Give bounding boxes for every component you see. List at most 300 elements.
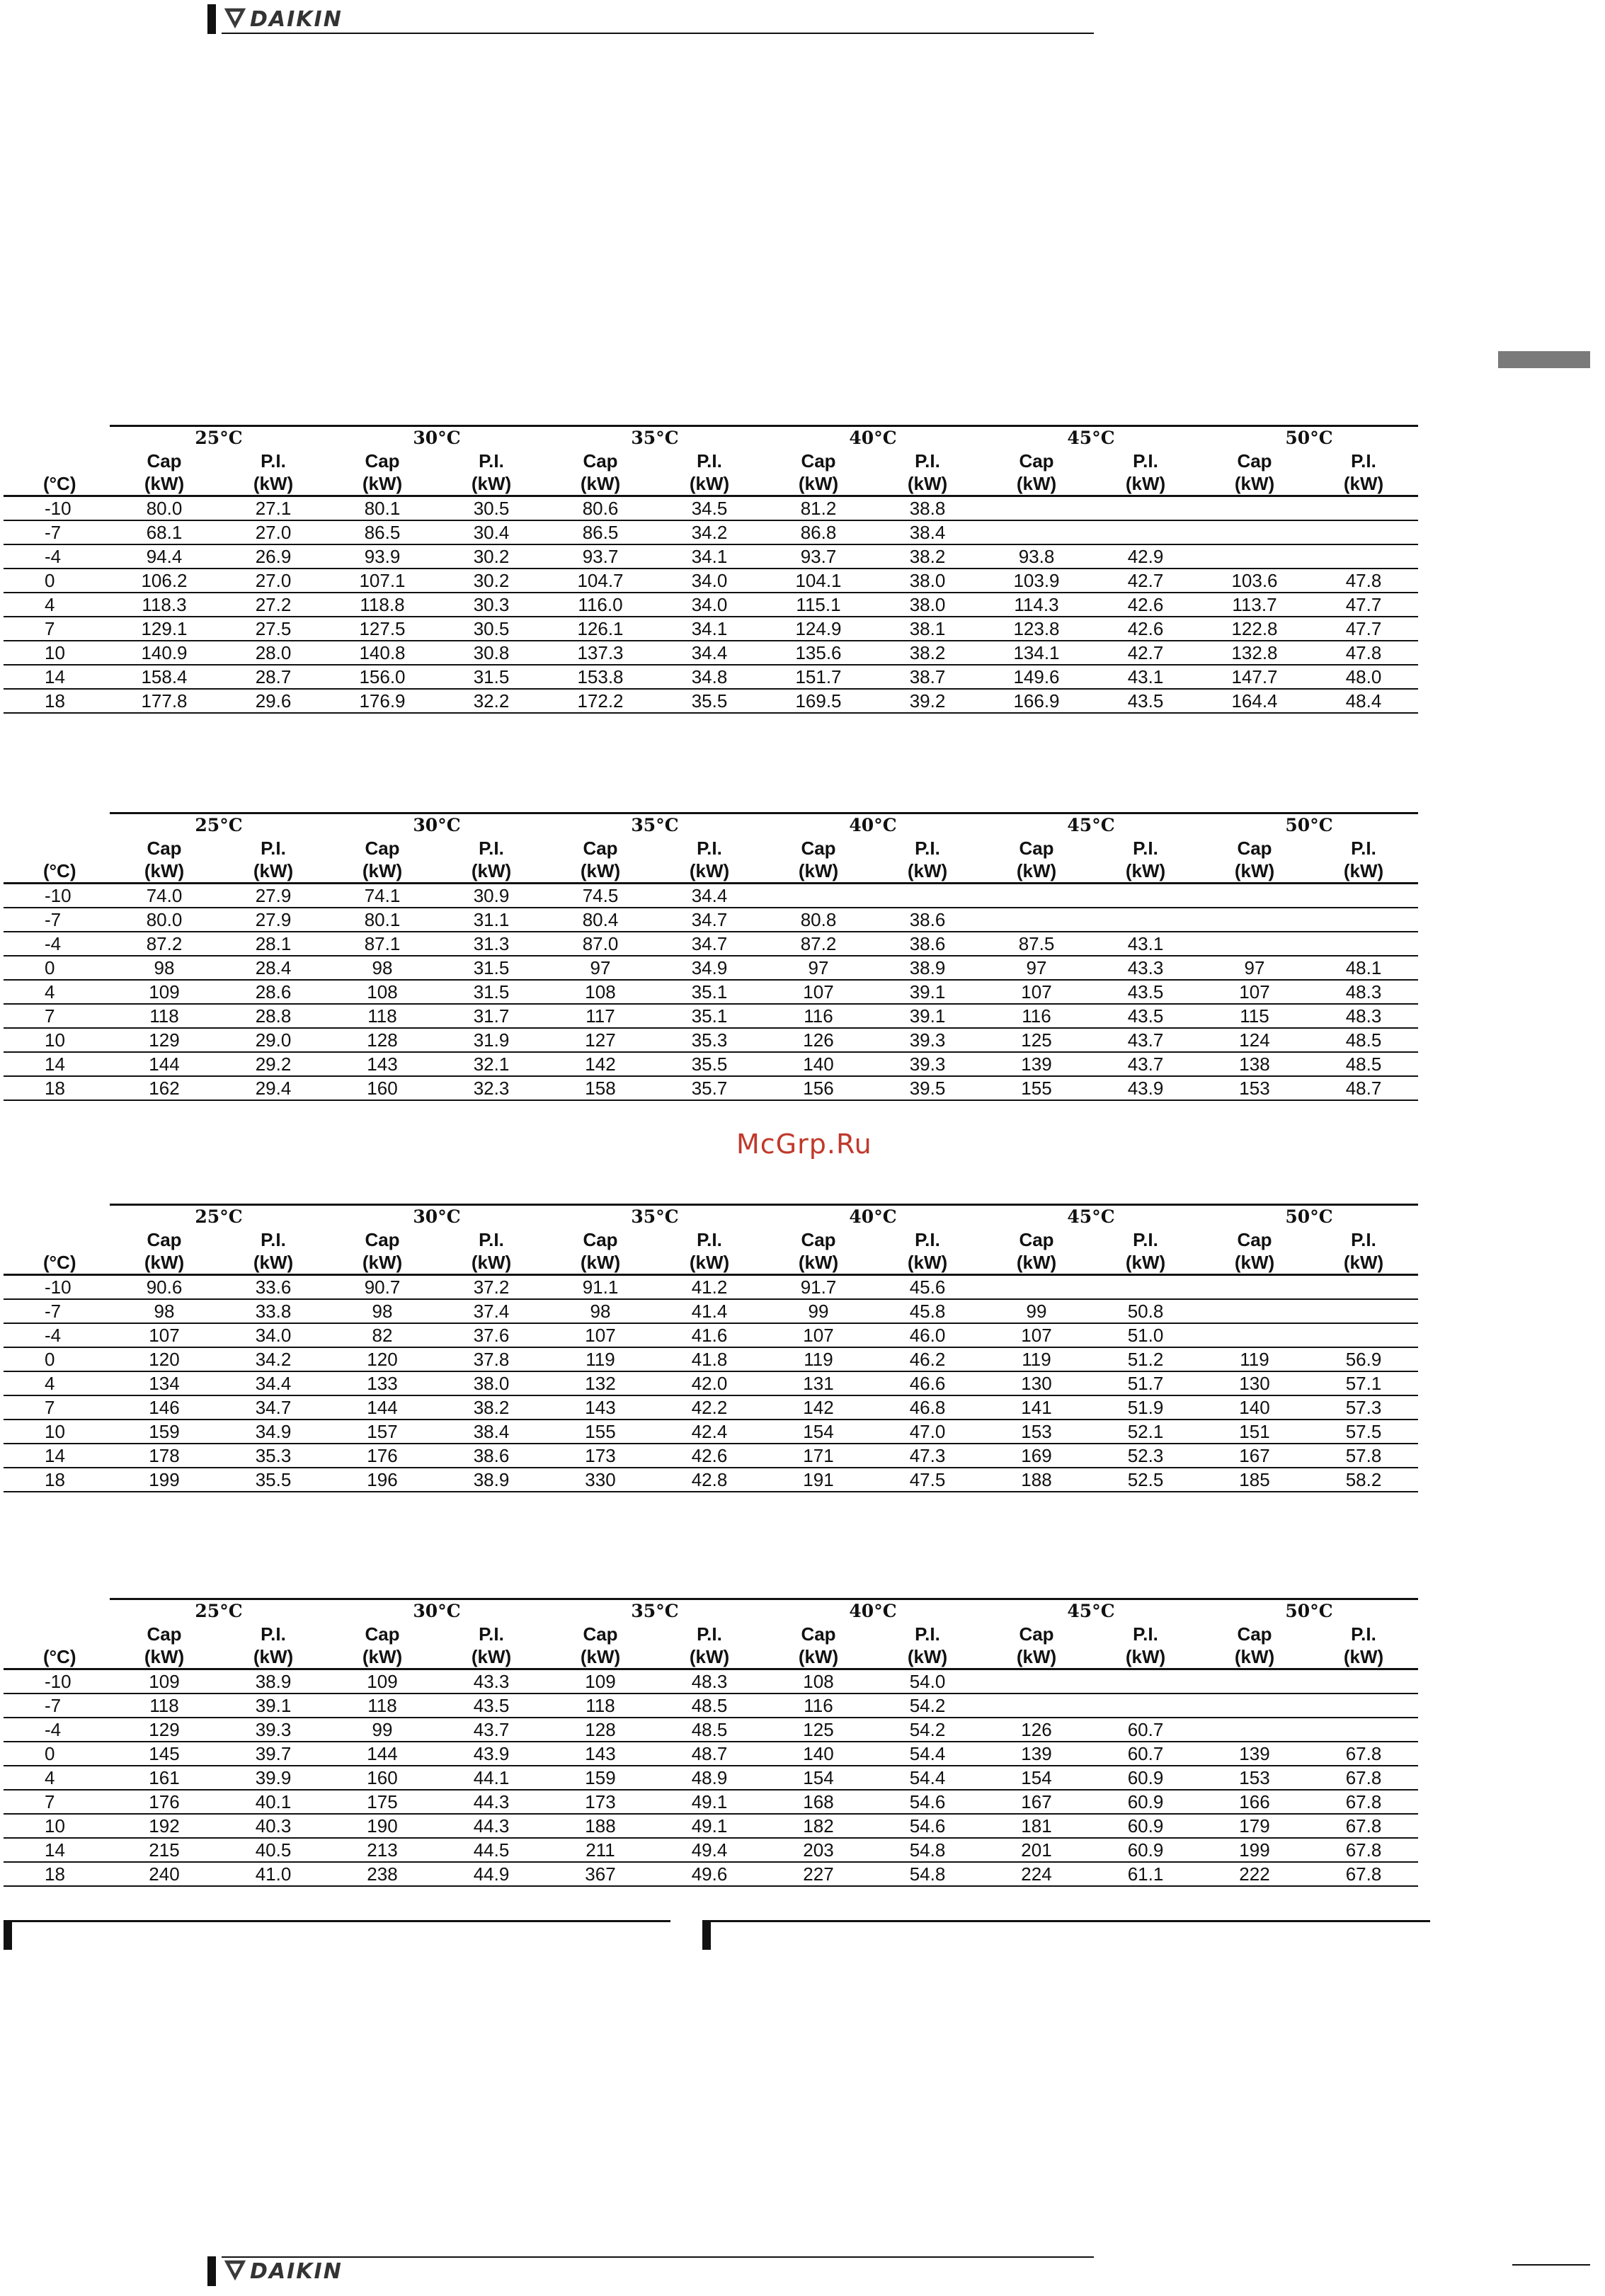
data-cell: 51.0 [1091,1323,1200,1347]
data-cell [1200,908,1309,932]
data-cell: 35.5 [219,1468,328,1492]
pi-header: P.I. [261,838,286,859]
cap-header: Cap [365,1229,400,1250]
footer-line-left [12,1920,670,1922]
temp-header: 35°C [546,1205,764,1229]
data-cell: 40.3 [219,1814,328,1838]
performance-table-4 [4,1598,1418,1887]
brand-name: DAIKIN [250,6,343,32]
pi-header: P.I. [479,838,504,859]
table-row [4,665,1418,689]
data-cell: 153 [982,1420,1091,1444]
data-cell: 80.4 [546,908,655,932]
data-cell: 44.3 [437,1814,546,1838]
table-row [4,544,1418,569]
data-cell: 27.9 [219,884,328,908]
pi-header: P.I. [697,838,722,859]
cap-header: Cap [147,1623,182,1645]
data-cell: 43.1 [1091,665,1200,689]
row-label: -7 [4,520,110,544]
data-cell: 57.3 [1309,1395,1418,1420]
brand-bar [207,4,216,34]
data-cell: 118 [328,1694,437,1718]
data-cell: 109 [546,1669,655,1694]
data-cell: 42.7 [1091,641,1200,665]
data-cell [1309,932,1418,956]
temp-header: 25°C [110,426,328,450]
row-label: 0 [4,1347,110,1371]
data-cell: 42.7 [1091,569,1200,593]
data-cell: 179 [1200,1814,1309,1838]
data-cell: 166.9 [982,689,1091,713]
data-cell: 168 [764,1790,873,1814]
data-cell: 40.5 [219,1838,328,1862]
row-label: -10 [4,884,110,908]
data-cell: 49.6 [655,1862,764,1886]
data-cell: 42.6 [1091,617,1200,641]
data-cell: 48.5 [1309,1052,1418,1076]
data-cell: 34.2 [655,520,764,544]
daikin-triangle-icon [222,6,249,33]
pi-header: P.I. [261,450,286,472]
data-cell: 30.3 [437,593,546,617]
table-row [4,1323,1418,1347]
data-cell: 125 [764,1718,873,1742]
data-cell: 43.5 [1091,1004,1200,1028]
unit-header: (kW) [764,859,873,884]
table-row [4,980,1418,1004]
data-cell: 44.9 [437,1862,546,1886]
data-cell: 43.3 [1091,956,1200,980]
data-cell: 119 [1200,1347,1309,1371]
data-cell: 43.5 [437,1694,546,1718]
data-cell: 153 [1200,1076,1309,1100]
data-cell: 43.5 [1091,980,1200,1004]
data-cell: 160 [328,1766,437,1790]
row-label: 14 [4,1838,110,1862]
data-cell: 32.2 [437,689,546,713]
data-cell: 159 [110,1420,219,1444]
table-row [4,1052,1418,1076]
unit-header: (kW) [110,859,219,884]
data-cell: 39.2 [873,689,982,713]
data-cell: 145 [110,1742,219,1766]
data-cell: 39.3 [219,1718,328,1742]
pi-header: P.I. [1133,838,1158,859]
data-cell: 153.8 [546,665,655,689]
row-label: 7 [4,617,110,641]
data-cell: 119 [764,1347,873,1371]
cap-header: Cap [147,838,182,859]
data-cell: 132 [546,1371,655,1395]
data-cell: 49.4 [655,1838,764,1862]
data-cell: 42.6 [1091,593,1200,617]
data-cell: 90.7 [328,1275,437,1300]
data-cell: 67.8 [1309,1814,1418,1838]
data-cell: 48.4 [1309,689,1418,713]
temp-header: 40°C [764,1599,982,1623]
data-cell: 48.5 [1309,1028,1418,1052]
pi-header: P.I. [1351,450,1376,472]
performance-table-3 [4,1204,1418,1492]
data-cell: 54.6 [873,1814,982,1838]
unit-header: (kW) [1309,1251,1418,1275]
table-row [4,1468,1418,1492]
data-cell: 139 [982,1052,1091,1076]
data-cell: 86.5 [546,520,655,544]
data-cell: 151 [1200,1420,1309,1444]
data-cell: 90.6 [110,1275,219,1300]
cap-header: Cap [801,838,836,859]
pi-header: P.I. [1351,838,1376,859]
data-cell: 126 [982,1718,1091,1742]
row-label: -7 [4,1299,110,1323]
data-cell [764,884,873,908]
data-cell: 144 [328,1395,437,1420]
data-cell [1200,1323,1309,1347]
data-cell: 178 [110,1444,219,1468]
unit-header: (kW) [1200,1251,1309,1275]
table-row [4,1347,1418,1371]
data-cell [1091,1669,1200,1694]
data-cell: 74.0 [110,884,219,908]
data-cell: 86.8 [764,520,873,544]
data-cell: 107 [546,1323,655,1347]
footer-side-rule [1512,2264,1590,2266]
data-cell: 47.3 [873,1444,982,1468]
row-label: -4 [4,544,110,569]
data-cell: 33.6 [219,1275,328,1300]
data-cell: 154 [764,1420,873,1444]
data-cell [1091,1275,1200,1300]
data-cell: 38.0 [873,593,982,617]
data-cell: 30.4 [437,520,546,544]
data-cell: 140 [764,1052,873,1076]
data-cell: 39.9 [219,1766,328,1790]
data-cell: 46.6 [873,1371,982,1395]
table-row [4,1076,1418,1100]
data-cell: 130 [982,1371,1091,1395]
data-cell: 115.1 [764,593,873,617]
unit-header: (kW) [873,472,982,496]
side-tab-marker [1498,351,1590,368]
data-cell: 60.7 [1091,1718,1200,1742]
unit-header: (kW) [764,472,873,496]
data-cell: 93.9 [328,544,437,569]
data-cell: 60.9 [1091,1766,1200,1790]
data-cell: 54.6 [873,1790,982,1814]
data-cell: 157 [328,1420,437,1444]
data-cell: 80.1 [328,496,437,521]
table-row [4,1275,1418,1300]
unit-header: (kW) [982,472,1091,496]
data-cell: 60.7 [1091,1742,1200,1766]
temp-header: 50°C [1200,426,1418,450]
data-cell: 67.8 [1309,1862,1418,1886]
table-row [4,496,1418,521]
data-cell: 80.6 [546,496,655,521]
data-cell [1309,1275,1418,1300]
data-cell: 104.7 [546,569,655,593]
data-cell: 169.5 [764,689,873,713]
row-label: 10 [4,1028,110,1052]
data-cell: 34.1 [655,544,764,569]
corner-cell [4,837,110,859]
data-cell: 176 [328,1444,437,1468]
data-cell [1309,1669,1418,1694]
data-cell: 44.5 [437,1838,546,1862]
data-cell: 126 [764,1028,873,1052]
row-label: 10 [4,1814,110,1838]
data-cell: 199 [110,1468,219,1492]
row-label: 0 [4,956,110,980]
data-cell: 107 [982,980,1091,1004]
data-cell: 27.1 [219,496,328,521]
data-cell: 143 [328,1052,437,1076]
unit-header: (kW) [546,859,655,884]
footer-daikin-logo [222,2258,343,2285]
data-cell: 127.5 [328,617,437,641]
pi-header: P.I. [1351,1229,1376,1250]
unit-header: (kW) [328,859,437,884]
data-cell: 130 [1200,1371,1309,1395]
data-cell: 129 [110,1028,219,1052]
data-cell: 158.4 [110,665,219,689]
data-cell: 28.8 [219,1004,328,1028]
data-cell: 54.2 [873,1718,982,1742]
unit-header: (kW) [219,1645,328,1669]
data-cell: 124 [1200,1028,1309,1052]
temp-header: 35°C [546,1599,764,1623]
data-cell: 154 [982,1766,1091,1790]
data-cell: 99 [982,1299,1091,1323]
row-label: -4 [4,1718,110,1742]
data-cell [1200,884,1309,908]
data-cell [1309,520,1418,544]
data-cell [982,1275,1091,1300]
data-cell: 118.8 [328,593,437,617]
cap-header: Cap [365,1623,400,1645]
row-unit-header: (°C) [4,472,110,496]
corner-cell [4,1228,110,1251]
cap-header: Cap [147,1229,182,1250]
unit-header: (kW) [764,1645,873,1669]
data-cell: 44.3 [437,1790,546,1814]
row-label: -7 [4,1694,110,1718]
unit-header: (kW) [1091,1645,1200,1669]
table-row [4,1742,1418,1766]
data-cell: 48.9 [655,1766,764,1790]
data-cell: 38.2 [437,1395,546,1420]
data-cell: 161 [110,1766,219,1790]
unit-header: (kW) [546,1645,655,1669]
table-row [4,1694,1418,1718]
data-cell: 43.5 [1091,689,1200,713]
row-label: -7 [4,908,110,932]
data-cell: 46.0 [873,1323,982,1347]
unit-header: (kW) [655,1251,764,1275]
data-cell: 37.8 [437,1347,546,1371]
data-cell: 140 [1200,1395,1309,1420]
row-label: 4 [4,1766,110,1790]
corner-cell [4,426,110,450]
data-cell: 109 [328,1669,437,1694]
data-cell: 74.1 [328,884,437,908]
data-cell: 29.0 [219,1028,328,1052]
unit-header: (kW) [437,1251,546,1275]
data-cell: 38.6 [873,932,982,956]
data-cell: 38.9 [873,956,982,980]
table-row [4,689,1418,713]
pi-header: P.I. [1133,450,1158,472]
cap-header: Cap [801,1623,836,1645]
row-label: 0 [4,569,110,593]
data-cell: 147.7 [1200,665,1309,689]
data-cell: 80.0 [110,496,219,521]
data-cell: 116 [982,1004,1091,1028]
data-cell: 38.4 [873,520,982,544]
data-cell: 34.9 [219,1420,328,1444]
data-cell: 46.2 [873,1347,982,1371]
data-cell: 134.1 [982,641,1091,665]
data-cell: 34.4 [219,1371,328,1395]
temp-header: 45°C [982,1599,1200,1623]
data-cell: 133 [328,1371,437,1395]
data-cell: 27.0 [219,569,328,593]
data-cell: 38.4 [437,1420,546,1444]
corner-cell [4,813,110,838]
data-cell: 86.5 [328,520,437,544]
data-cell [1200,520,1309,544]
data-cell: 240 [110,1862,219,1886]
data-cell: 123.8 [982,617,1091,641]
unit-header: (kW) [1091,472,1200,496]
row-label: 14 [4,665,110,689]
data-cell: 34.7 [655,908,764,932]
unit-header: (kW) [437,1645,546,1669]
data-cell: 43.1 [1091,932,1200,956]
data-cell: 87.2 [764,932,873,956]
row-label: 4 [4,980,110,1004]
data-cell: 67.8 [1309,1838,1418,1862]
data-cell: 367 [546,1862,655,1886]
data-cell: 35.1 [655,1004,764,1028]
table-row [4,569,1418,593]
data-cell: 113.7 [1200,593,1309,617]
data-cell: 118 [328,1004,437,1028]
data-cell: 128 [546,1718,655,1742]
data-cell: 188 [546,1814,655,1838]
data-cell: 35.5 [655,689,764,713]
data-cell [1200,1669,1309,1694]
unit-header: (kW) [437,859,546,884]
data-cell: 129 [110,1718,219,1742]
data-cell: 93.7 [546,544,655,569]
data-cell [982,496,1091,521]
data-cell: 81.2 [764,496,873,521]
data-cell: 27.2 [219,593,328,617]
data-cell: 330 [546,1468,655,1492]
data-cell: 97 [1200,956,1309,980]
data-cell: 119 [982,1347,1091,1371]
data-cell: 38.8 [873,496,982,521]
data-cell: 31.5 [437,665,546,689]
data-cell: 97 [764,956,873,980]
data-cell: 199 [1200,1838,1309,1862]
data-cell: 143 [546,1395,655,1420]
data-cell: 154 [764,1766,873,1790]
data-cell: 91.7 [764,1275,873,1300]
data-cell: 182 [764,1814,873,1838]
data-cell: 159 [546,1766,655,1790]
data-cell: 28.6 [219,980,328,1004]
data-cell: 131 [764,1371,873,1395]
pi-header: P.I. [261,1623,286,1645]
unit-header: (kW) [328,1251,437,1275]
data-cell: 54.4 [873,1742,982,1766]
data-cell: 51.9 [1091,1395,1200,1420]
data-cell: 34.4 [655,641,764,665]
data-cell: 34.4 [655,884,764,908]
unit-header: (kW) [1091,1251,1200,1275]
data-cell [1091,1694,1200,1718]
data-cell: 49.1 [655,1790,764,1814]
data-cell: 201 [982,1838,1091,1862]
temp-header: 30°C [328,813,546,838]
corner-cell [4,1599,110,1623]
data-cell: 57.5 [1309,1420,1418,1444]
data-cell: 138 [1200,1052,1309,1076]
data-cell: 80.1 [328,908,437,932]
data-cell: 58.2 [1309,1468,1418,1492]
data-cell: 48.7 [655,1742,764,1766]
pi-header: P.I. [479,1623,504,1645]
data-cell: 47.7 [1309,617,1418,641]
data-cell [982,1694,1091,1718]
unit-header: (kW) [1200,1645,1309,1669]
data-cell: 215 [110,1838,219,1862]
data-cell: 172.2 [546,689,655,713]
cap-header: Cap [1019,838,1054,859]
data-cell: 94.4 [110,544,219,569]
unit-header: (kW) [219,859,328,884]
data-cell: 167 [982,1790,1091,1814]
data-cell: 41.0 [219,1862,328,1886]
data-cell [873,884,982,908]
data-cell: 87.5 [982,932,1091,956]
data-cell: 43.3 [437,1669,546,1694]
data-cell: 34.0 [219,1323,328,1347]
data-cell: 162 [110,1076,219,1100]
data-cell: 118 [546,1694,655,1718]
table-row [4,1718,1418,1742]
data-cell: 107 [982,1323,1091,1347]
data-cell [1309,496,1418,521]
footer-brand-bar [207,2256,216,2286]
data-cell: 93.7 [764,544,873,569]
data-cell: 42.4 [655,1420,764,1444]
data-cell: 192 [110,1814,219,1838]
row-label: 0 [4,1742,110,1766]
data-cell: 42.6 [655,1444,764,1468]
row-unit-header: (°C) [4,1645,110,1669]
row-label: 4 [4,1371,110,1395]
temp-header: 30°C [328,1205,546,1229]
data-cell: 35.3 [219,1444,328,1468]
data-cell: 144 [110,1052,219,1076]
unit-header: (kW) [655,1645,764,1669]
data-cell: 44.1 [437,1766,546,1790]
